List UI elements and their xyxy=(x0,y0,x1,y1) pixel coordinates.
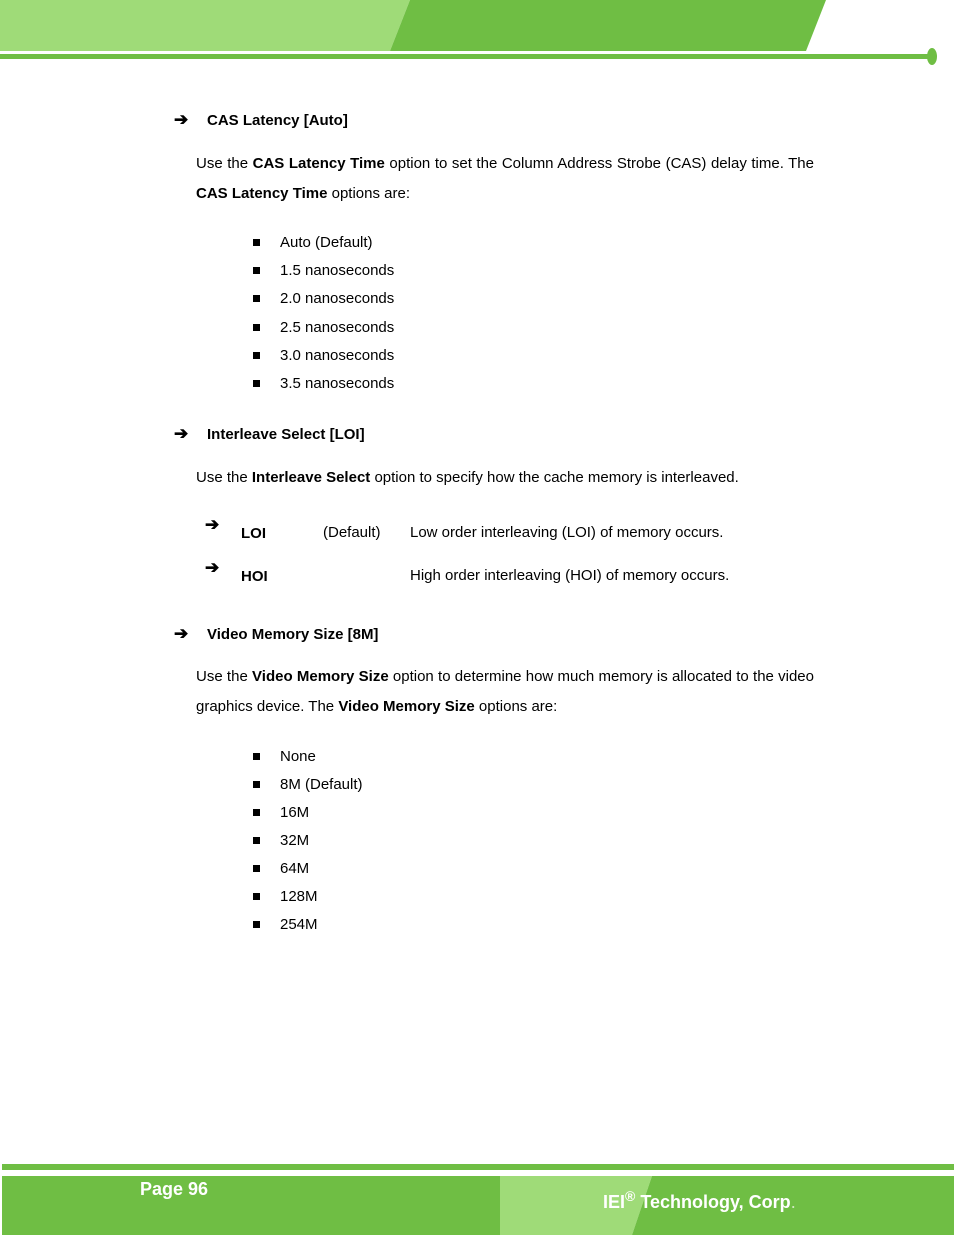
bullet-icon xyxy=(253,239,260,246)
list-item: 1.5 nanoseconds xyxy=(280,262,395,279)
list-item: 3.0 nanoseconds xyxy=(280,347,395,364)
bullet-icon xyxy=(253,352,260,359)
list-item: 8M (Default) xyxy=(280,776,363,793)
section-heading-video-memory-size: Video Memory Size [8M] xyxy=(207,626,379,643)
option-arrow-icon: ➔ xyxy=(205,558,220,577)
bullet-icon xyxy=(253,753,260,760)
bullet-icon xyxy=(253,781,260,788)
video-memory-description: Use the Video Memory Size option to determine how much memory is allocated to the video graphics device. The Video Memory Size options are: xyxy=(196,668,814,715)
option-name: HOI xyxy=(241,568,268,585)
list-item: Auto (Default) xyxy=(280,234,373,251)
option-default-note: (Default) xyxy=(323,524,381,541)
bullet-icon xyxy=(253,295,260,302)
company-name: IEI® Technology, Corp. xyxy=(603,1188,796,1212)
list-item: 2.5 nanoseconds xyxy=(280,319,395,336)
option-description: Low order interleaving (LOI) of memory occurs. xyxy=(410,524,724,541)
option-name: LOI xyxy=(241,525,266,542)
list-item: None xyxy=(280,748,316,765)
bullet-icon xyxy=(253,921,260,928)
section-heading-cas-latency: CAS Latency [Auto] xyxy=(207,112,348,129)
list-item: 254M xyxy=(280,916,318,933)
option-arrow-icon: ➔ xyxy=(205,515,220,534)
list-item: 128M xyxy=(280,888,318,905)
list-item: 16M xyxy=(280,804,310,821)
option-description: High order interleaving (HOI) of memory occurs. xyxy=(410,567,730,584)
section-arrow-icon: ➔ xyxy=(174,624,189,643)
section-heading-interleave-select: Interleave Select [LOI] xyxy=(207,426,365,443)
bullet-icon xyxy=(253,893,260,900)
list-item: 32M xyxy=(280,832,310,849)
section-arrow-icon: ➔ xyxy=(174,110,189,129)
list-item: 64M xyxy=(280,860,310,877)
interleave-select-description: Use the Interleave Select option to specify how the cache memory is interleaved. xyxy=(196,469,739,486)
list-item: 3.5 nanoseconds xyxy=(280,375,395,392)
cas-latency-description: Use the CAS Latency Time option to set the Column Address Strobe (CAS) delay time. The CAS Latency Time options are: xyxy=(196,155,814,202)
bullet-icon xyxy=(253,865,260,872)
bullet-icon xyxy=(253,837,260,844)
bullet-icon xyxy=(253,324,260,331)
bullet-icon xyxy=(253,809,260,816)
bullet-icon xyxy=(253,267,260,274)
bullet-icon xyxy=(253,380,260,387)
section-arrow-icon: ➔ xyxy=(174,424,189,443)
header-band xyxy=(0,0,954,66)
page-number: Page 96 xyxy=(140,1179,209,1199)
list-item: 2.0 nanoseconds xyxy=(280,290,395,307)
